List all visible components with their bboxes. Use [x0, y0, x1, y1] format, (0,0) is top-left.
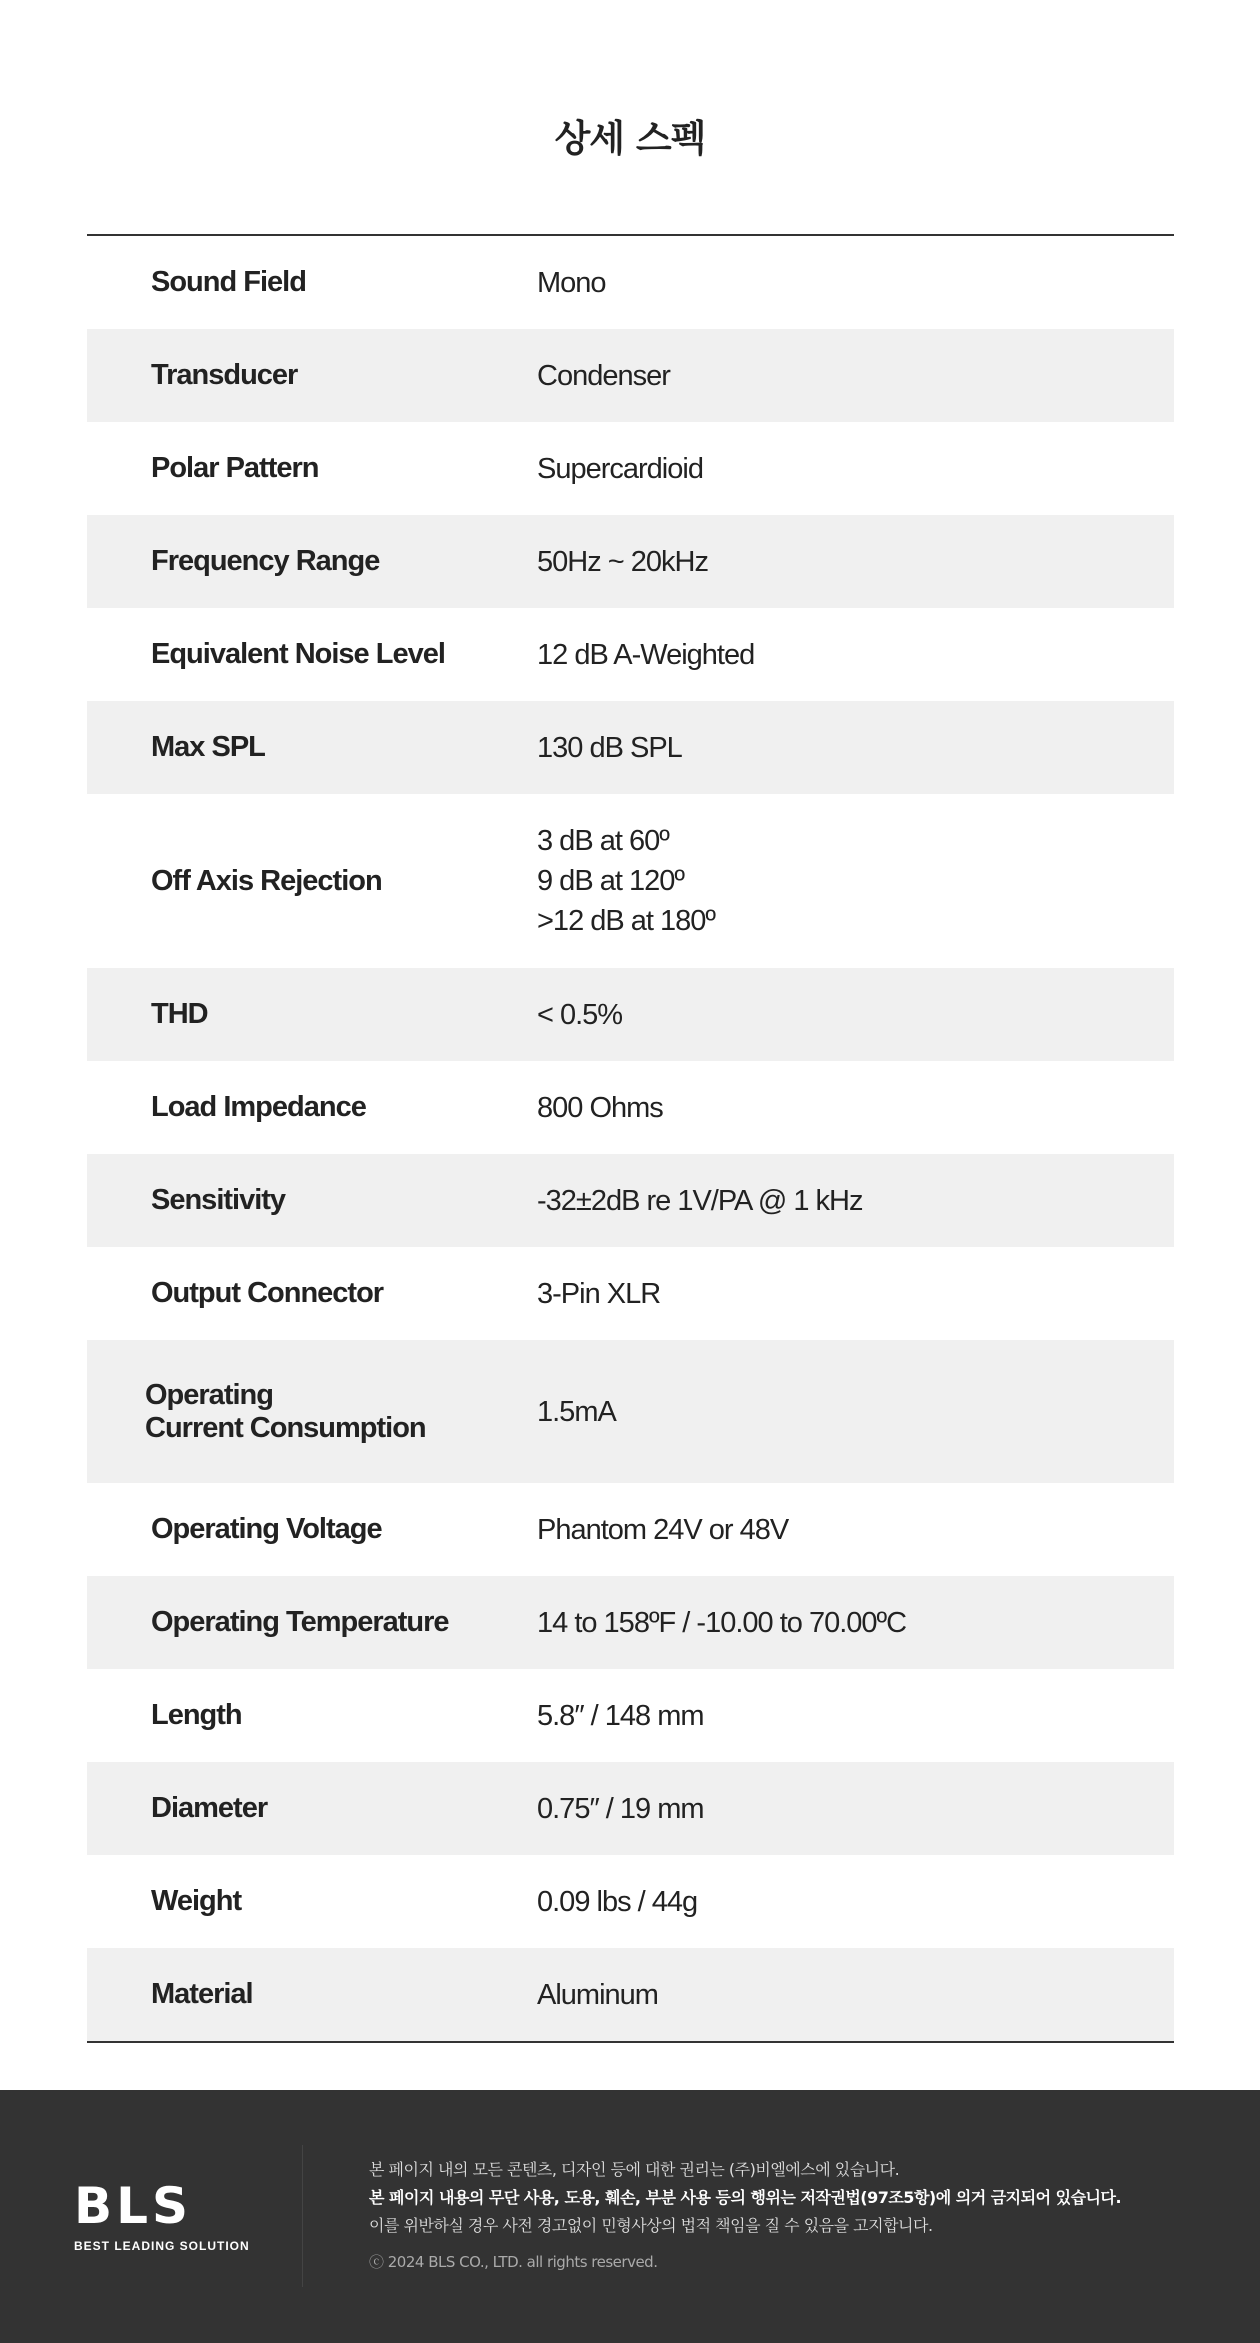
spec-value-line: 0.09 lbs / 44g	[537, 1885, 698, 1918]
spec-label: Output Connector	[151, 1277, 384, 1309]
spec-row	[87, 794, 1174, 968]
spec-label: Weight	[151, 1885, 242, 1917]
spec-value	[537, 635, 754, 675]
spec-label: Equivalent Noise Level	[151, 638, 445, 670]
bls-logo	[74, 2177, 250, 2253]
spec-row	[87, 1762, 1174, 1855]
spec-row	[87, 1154, 1174, 1247]
spec-row	[87, 1855, 1174, 1948]
spec-label: Operating Voltage	[151, 1513, 382, 1545]
spec-row	[87, 515, 1174, 608]
spec-value	[537, 1975, 658, 2015]
spec-label: Operating Temperature	[151, 1606, 449, 1638]
spec-value-line: 1.5mA	[537, 1395, 616, 1428]
spec-row	[87, 329, 1174, 422]
spec-value	[537, 1882, 697, 1922]
spec-value-line: Mono	[537, 266, 606, 299]
spec-value	[537, 1789, 704, 1829]
spec-value-line: < 0.5%	[537, 998, 623, 1031]
copyright: ⓒ 2024 BLS CO., LTD. all rights reserved.	[369, 2253, 658, 2271]
spec-label: Length	[151, 1699, 242, 1731]
spec-row	[87, 236, 1174, 329]
spec-label: Sensitivity	[151, 1184, 286, 1216]
spec-label-line: Operating	[145, 1378, 273, 1411]
footer	[0, 2090, 1260, 2343]
spec-row	[87, 968, 1174, 1061]
spec-value-line: Supercardioid	[537, 452, 703, 485]
spec-row	[87, 701, 1174, 794]
spec-row	[87, 1247, 1174, 1340]
spec-value	[537, 821, 715, 941]
spec-value-line: 9 dB at 120º	[537, 865, 684, 897]
spec-value-line: Condenser	[537, 359, 670, 392]
spec-label: THD	[151, 998, 208, 1030]
spec-label-line: Current Consumption	[145, 1411, 426, 1444]
spec-value-line: 800 Ohms	[537, 1091, 663, 1124]
spec-value-line: 130 dB SPL	[537, 731, 682, 764]
rights-notice: 본 페이지 내의 모든 콘텐츠, 디자인 등에 대한 권리는 (주)비엘에스에 있습니다.	[369, 2160, 900, 2179]
spec-value	[537, 1392, 616, 1432]
spec-label: Load Impedance	[151, 1091, 366, 1123]
spec-value	[537, 1603, 906, 1643]
spec-value-line: >12 dB at 180º	[537, 905, 715, 937]
spec-label: Sound Field	[151, 266, 306, 298]
logo-mark: BLS	[74, 2177, 192, 2235]
spec-value	[537, 542, 708, 582]
spec-value	[537, 1274, 660, 1314]
spec-row	[87, 608, 1174, 701]
spec-label: Polar Pattern	[151, 452, 319, 484]
spec-value	[537, 1088, 663, 1128]
spec-value-line: Aluminum	[537, 1978, 658, 2011]
spec-row	[87, 422, 1174, 515]
spec-label: Off Axis Rejection	[151, 864, 382, 897]
spec-value	[537, 728, 682, 768]
spec-value-line: 12 dB A-Weighted	[537, 638, 755, 671]
spec-value	[537, 1510, 788, 1550]
spec-value-line: 5.8″ / 148 mm	[537, 1699, 704, 1732]
spec-row	[87, 1948, 1174, 2041]
spec-label: Diameter	[151, 1792, 268, 1824]
spec-row	[87, 1576, 1174, 1669]
spec-value-line: 0.75″ / 19 mm	[537, 1792, 704, 1825]
spec-value	[537, 1696, 704, 1736]
spec-value-line: -32±2dB re 1V/PA @ 1 kHz	[537, 1184, 863, 1217]
spec-row	[87, 1483, 1174, 1576]
spec-label	[87, 1379, 537, 1445]
spec-value	[537, 1181, 862, 1221]
spec-row	[87, 1669, 1174, 1762]
spec-value-line: 50Hz ~ 20kHz	[537, 545, 708, 578]
spec-row	[87, 1061, 1174, 1154]
spec-value	[537, 356, 670, 396]
logo-tagline: BEST LEADING SOLUTION	[74, 2239, 250, 2253]
spec-value-line: 3-Pin XLR	[537, 1277, 661, 1310]
spec-table	[87, 234, 1174, 2043]
spec-value	[537, 449, 703, 489]
spec-value-line: Phantom 24V or 48V	[537, 1513, 789, 1546]
spec-label: Frequency Range	[151, 545, 380, 577]
footer-divider	[302, 2145, 303, 2287]
legal-warning: 이를 위반하실 경우 사전 경고없이 민형사상의 법적 책임을 질 수 있음을 고지합니다.	[369, 2216, 933, 2235]
spec-label: Max SPL	[151, 731, 265, 763]
spec-label: Transducer	[151, 359, 298, 391]
spec-value-line: 14 to 158ºF / -10.00 to 70.00ºC	[537, 1606, 907, 1639]
footer-notice	[369, 2156, 1121, 2276]
spec-value-line: 3 dB at 60º	[537, 825, 669, 857]
page-title: 상세 스펙	[554, 117, 706, 160]
spec-value	[537, 995, 622, 1035]
copyright-law-notice: 본 페이지 내용의 무단 사용, 도용, 훼손, 부분 사용 등의 행위는 저작권법(97조5항)에 의거 금지되어 있습니다.	[369, 2188, 1122, 2207]
spec-row	[87, 1340, 1174, 1483]
spec-value	[537, 263, 606, 303]
spec-label: Material	[151, 1978, 253, 2010]
